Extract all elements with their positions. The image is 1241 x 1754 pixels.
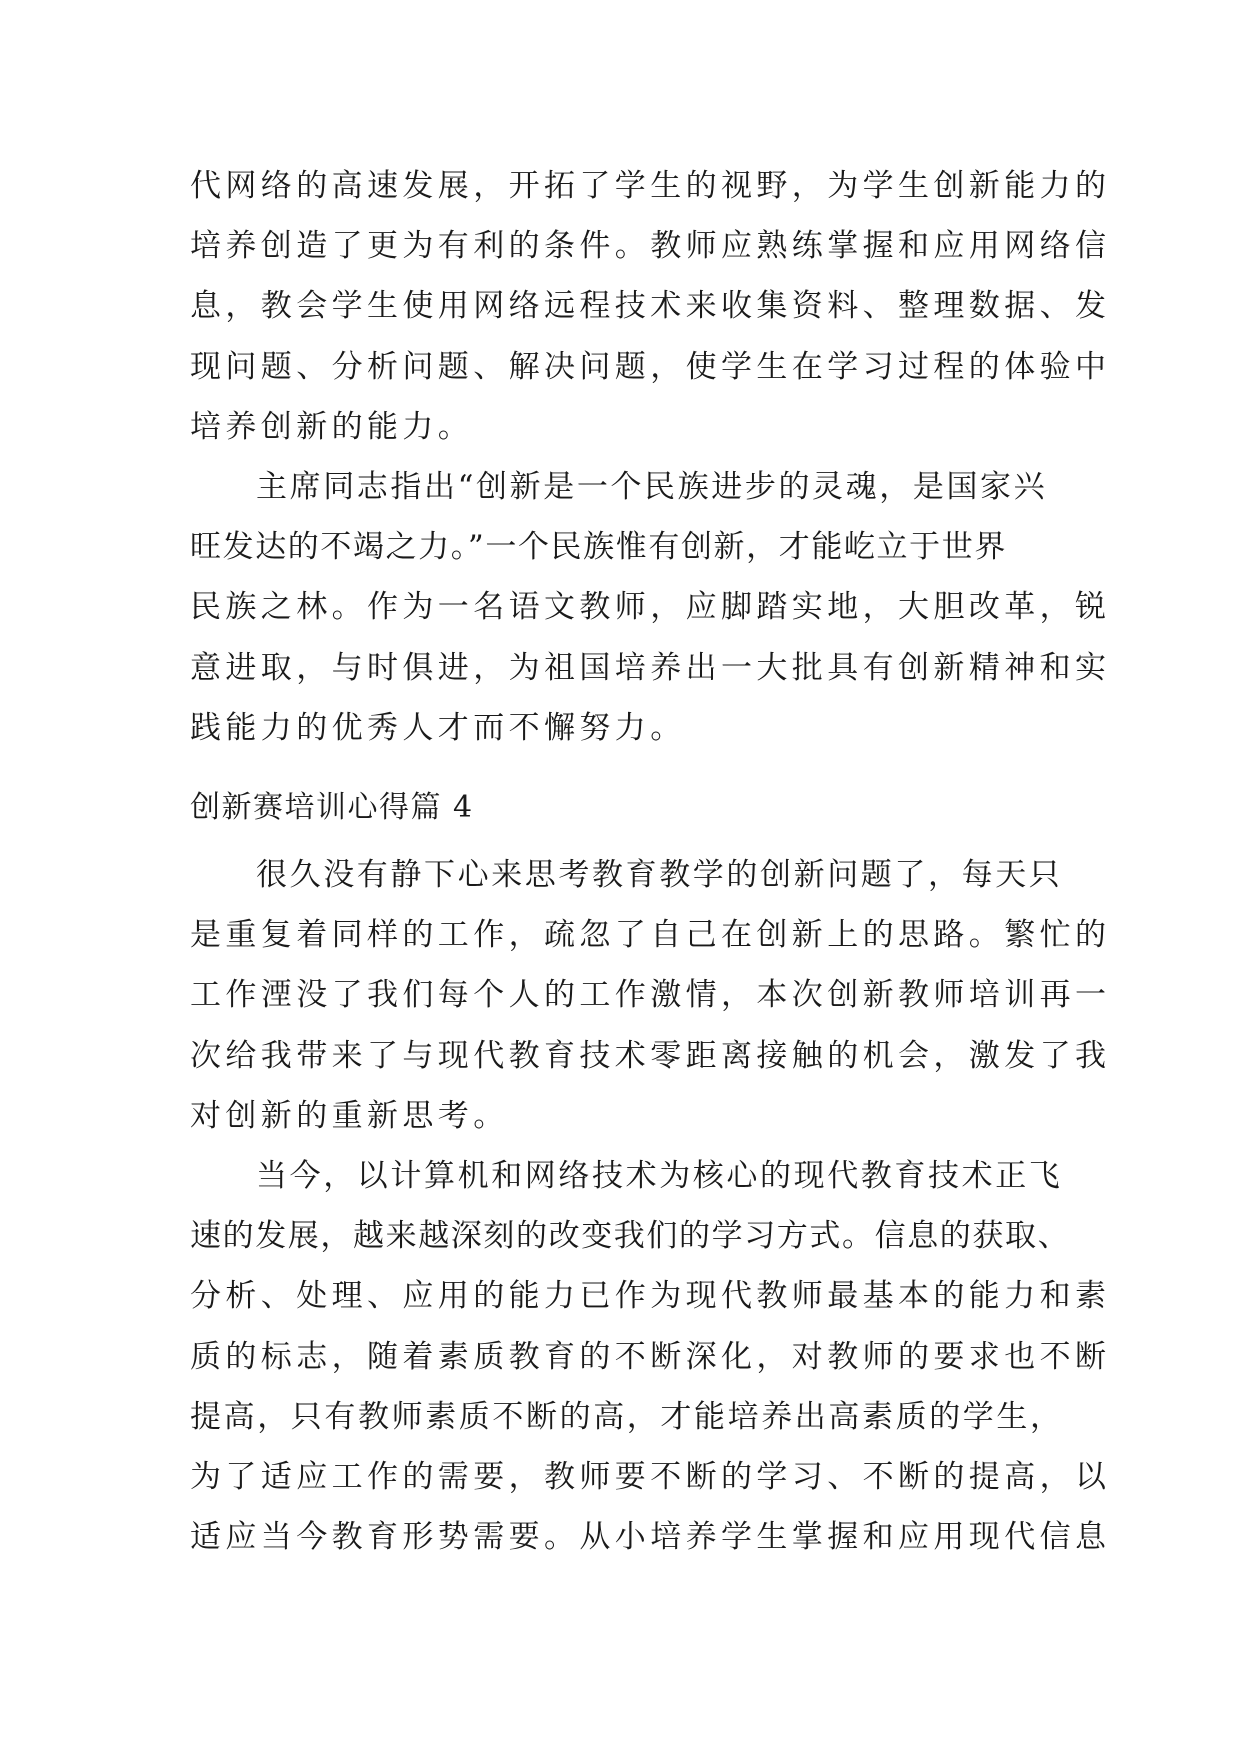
section4-paragraph-2 [190, 1146, 1111, 1567]
text-line: 现问题、分析问题、解决问题，使学生在学习过程的体验中 [190, 348, 1111, 385]
section-heading: 创新赛培训心得篇 4 [190, 790, 474, 825]
text-line: 践能力的优秀人才而不懈努力。 [190, 709, 686, 746]
continued-paragraph-2 [190, 457, 1111, 758]
text-line: 息，教会学生使用网络远程技术来收集资料、整理数据、发 [190, 288, 1111, 325]
text-line: 速的发展，越来越深刻的改变我们的学习方式。信息的获取、 [190, 1218, 1071, 1255]
section4-paragraph-1 [190, 845, 1111, 1146]
text-line: 当今，以计算机和网络技术为核心的现代教育技术正飞 [256, 1158, 1063, 1194]
text-line: 代网络的高速发展，开拓了学生的视野，为学生创新能力的 [190, 168, 1111, 204]
text-line: 适应当今教育形势需要。从小培养学生掌握和应用现代信息 [190, 1519, 1111, 1556]
text-line: 次给我带来了与现代教育技术零距离接触的机会，激发了我 [190, 1037, 1111, 1074]
text-line: 是重复着同样的工作，疏忽了自己在创新上的思路。繁忙的 [190, 917, 1111, 954]
continued-paragraph-1 [190, 156, 1111, 457]
text-line: 培养创新的能力。 [190, 408, 474, 445]
text-line: 培养创造了更为有利的条件。教师应熟练掌握和应用网络信 [190, 228, 1111, 265]
text-line: 质的标志，随着素质教育的不断深化，对教师的要求也不断 [190, 1338, 1111, 1375]
text-line: 主席同志指出“创新是一个民族进步的灵魂，是国家兴 [256, 469, 1048, 505]
text-line: 提高，只有教师素质不断的高，才能培养出高素质的学生， [190, 1398, 1064, 1435]
text-line: 很久没有静下心来思考教育教学的创新问题了，每天只 [256, 857, 1063, 893]
text-line: 民族之林。作为一名语文教师，应脚踏实地，大胆改革，锐 [190, 589, 1111, 626]
text-line: 分析、处理、应用的能力已作为现代教师最基本的能力和素 [190, 1278, 1111, 1315]
text-line: 旺发达的不竭之力。”一个民族惟有创新，才能屹立于世界 [190, 529, 1007, 566]
text-line: 意进取，与时俱进，为祖国培养出一大批具有创新精神和实 [190, 649, 1111, 686]
text-line: 为了适应工作的需要，教师要不断的学习、不断的提高，以 [190, 1458, 1111, 1495]
text-line: 工作湮没了我们每个人的工作激情，本次创新教师培训再一 [190, 977, 1111, 1014]
text-line: 对创新的重新思考。 [190, 1097, 509, 1134]
